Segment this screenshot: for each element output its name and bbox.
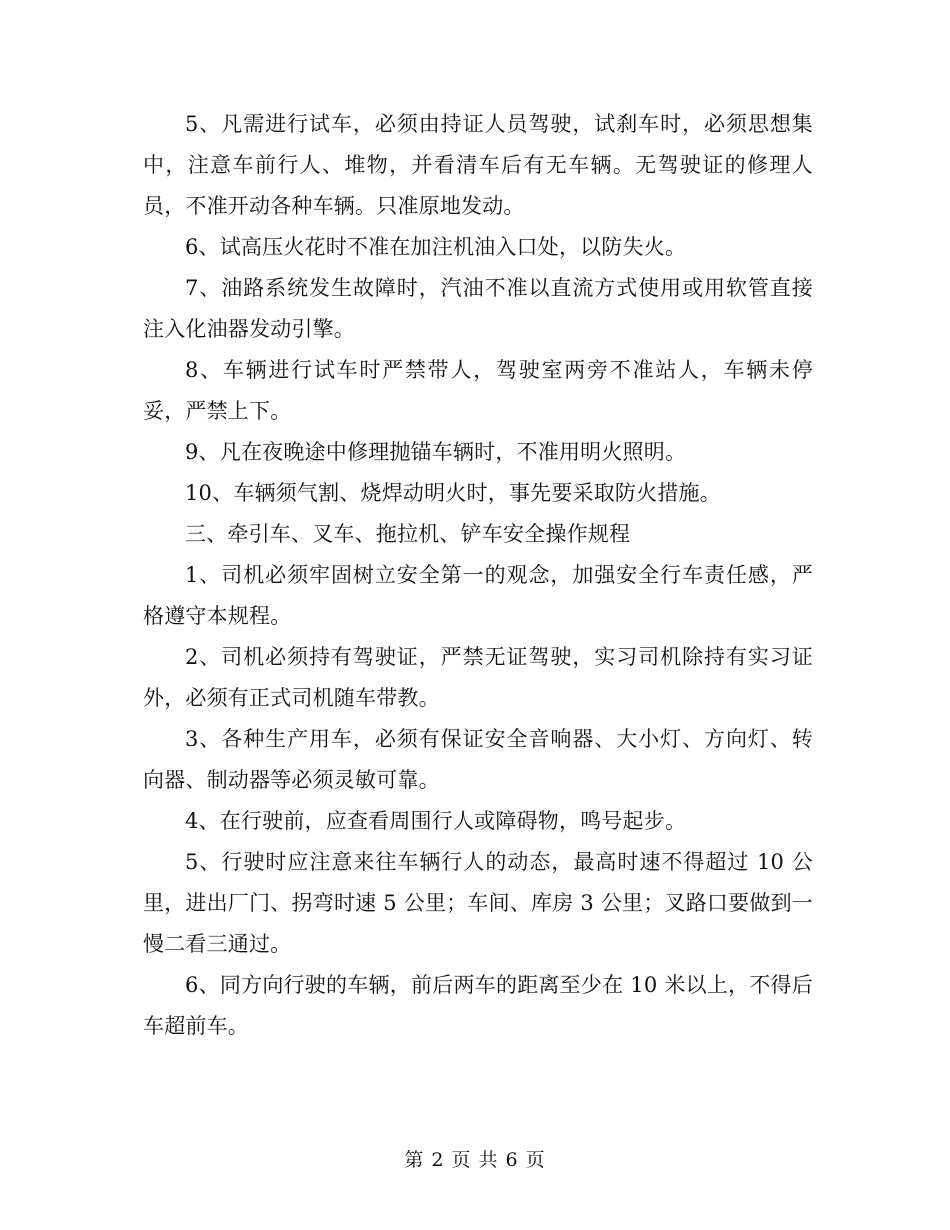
paragraph-spark-test: 6、试高压火花时不准在加注机油入口处，以防失火。	[185, 235, 687, 259]
paragraph-welding: 10、车辆须气割、烧焊动明火时，事先要采取防火措施。	[185, 481, 721, 505]
section-heading: 三、牵引车、叉车、拖拉机、铲车安全操作规程	[185, 522, 631, 546]
paragraph-license: 2、司机必须持有驾驶证，严禁无证驾驶，实习司机除持有实习证外，必须有正式司机随车带教。	[143, 645, 813, 710]
paragraph-night-repair: 9、凡在夜晚途中修理抛锚车辆时，不准用明火照明。	[185, 440, 687, 464]
paragraph-fuel-system: 7、油路系统发生故障时，汽油不准以直流方式使用或用软管直接注入化油器发动引擎。	[143, 276, 813, 341]
paragraph-equipment: 3、各种生产用车，必须有保证安全音响器、大小灯、方向灯、转向器、制动器等必须灵敏可靠。	[143, 727, 813, 792]
paragraph-no-passengers: 8、车辆进行试车时严禁带人，驾驶室两旁不准站人，车辆未停妥，严禁上下。	[143, 358, 813, 423]
paragraph-speed-limit: 5、行驶时应注意来往车辆行人的动态，最高时速不得超过 10 公里，进出厂门、拐弯时速 5 公里；车间、库房 3 公里；叉路口要做到一慢二看三通过。	[143, 850, 813, 956]
page-number: 第 2 页 共 6 页	[404, 1149, 546, 1171]
paragraph-trial-drive: 5、凡需进行试车，必须由持证人员驾驶，试刹车时，必须思想集中，注意车前行人、堆物，并看清车后有无车辆。无驾驶证的修理人员，不准开动各种车辆。只准原地发动。	[143, 112, 813, 218]
paragraph-safety-first: 1、司机必须牢固树立安全第一的观念，加强安全行车责任感，严格遵守本规程。	[143, 563, 813, 628]
paragraph-following-distance: 6、同方向行驶的车辆，前后两车的距离至少在 10 米以上，不得后车超前车。	[143, 973, 813, 1038]
paragraph-before-driving: 4、在行驶前，应查看周围行人或障碍物，鸣号起步。	[185, 809, 687, 833]
document-body	[143, 104, 813, 1047]
